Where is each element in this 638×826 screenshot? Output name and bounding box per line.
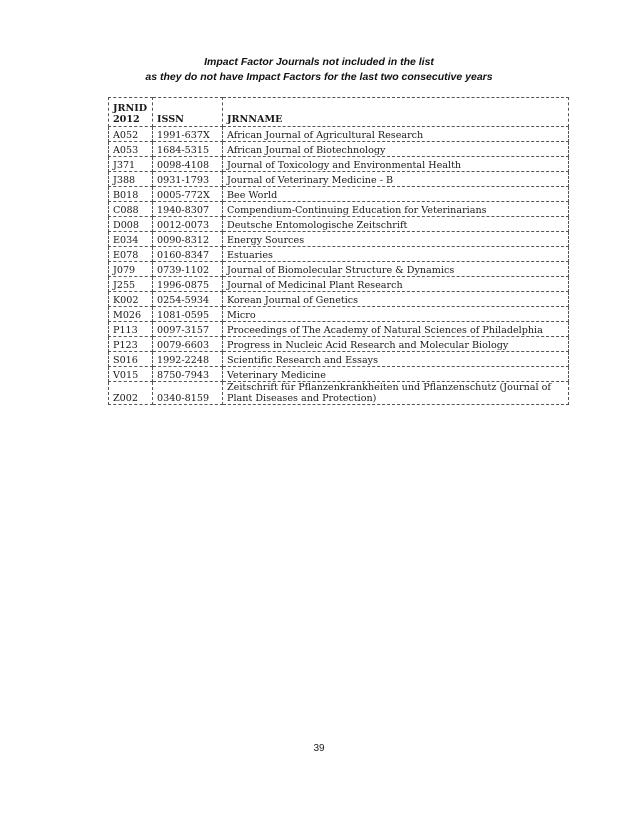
table-row — [109, 157, 569, 172]
page-number: 39 — [313, 743, 325, 754]
table-row — [109, 217, 569, 232]
cell-name: Proceedings of The Academy of Natural Sciences of Philadelphia — [223, 322, 569, 337]
table-row — [109, 277, 569, 292]
cell-issn: 0097-3157 — [153, 322, 223, 337]
table-row — [109, 247, 569, 262]
cell-issn: 0254-5934 — [153, 292, 223, 307]
cell-id: J371 — [109, 157, 153, 172]
cell-id: Z002 — [109, 382, 153, 405]
cell-issn: 1081-0595 — [153, 307, 223, 322]
table-header-row — [109, 98, 569, 127]
cell-id: A052 — [109, 127, 153, 142]
header-issn: ISSN — [153, 98, 223, 127]
page-title-line-2: as they do not have Impact Factors for the last two consecutive years — [145, 71, 493, 83]
cell-name: Journal of Medicinal Plant Research — [223, 277, 569, 292]
cell-issn: 1940-8307 — [153, 202, 223, 217]
table-row — [109, 127, 569, 142]
cell-name: Journal of Biomolecular Structure & Dynamics — [223, 262, 569, 277]
table-row — [109, 307, 569, 322]
cell-id: V015 — [109, 367, 153, 382]
cell-issn: 0012-0073 — [153, 217, 223, 232]
cell-issn: 1992-2248 — [153, 352, 223, 367]
cell-issn: 8750-7943 — [153, 367, 223, 382]
cell-name: Korean Journal of Genetics — [223, 292, 569, 307]
table-row — [109, 232, 569, 247]
cell-name: Energy Sources — [223, 232, 569, 247]
cell-name: Progress in Nucleic Acid Research and Molecular Biology — [223, 337, 569, 352]
table-row — [109, 352, 569, 367]
table-row — [109, 337, 569, 352]
table-row — [109, 172, 569, 187]
cell-id: P123 — [109, 337, 153, 352]
cell-issn: 0005-772X — [153, 187, 223, 202]
table-row — [109, 292, 569, 307]
cell-id: S016 — [109, 352, 153, 367]
cell-issn: 1684-5315 — [153, 142, 223, 157]
cell-name: Deutsche Entomologische Zeitschrift — [223, 217, 569, 232]
header-jrnname: JRNNAME — [223, 98, 569, 127]
cell-name: Zeitschrift für Pflanzenkrankheiten und Pflanzenschutz (Journal of Plant Diseases and Protection) — [223, 382, 569, 405]
table-row — [109, 202, 569, 217]
cell-id: K002 — [109, 292, 153, 307]
cell-id: E034 — [109, 232, 153, 247]
cell-id: M026 — [109, 307, 153, 322]
cell-issn: 0090-8312 — [153, 232, 223, 247]
cell-id: B018 — [109, 187, 153, 202]
cell-id: J255 — [109, 277, 153, 292]
cell-issn: 0160-8347 — [153, 247, 223, 262]
cell-name: Compendium-Continuing Education for Veterinarians — [223, 202, 569, 217]
cell-issn: 0931-1793 — [153, 172, 223, 187]
table-row — [109, 187, 569, 202]
cell-issn: 0098-4108 — [153, 157, 223, 172]
cell-name: Micro — [223, 307, 569, 322]
cell-name: Scientific Research and Essays — [223, 352, 569, 367]
cell-issn: 0739-1102 — [153, 262, 223, 277]
cell-name: Journal of Veterinary Medicine - B — [223, 172, 569, 187]
table-row — [109, 142, 569, 157]
cell-name: Veterinary Medicine — [223, 367, 569, 382]
table-row — [109, 367, 569, 382]
table-row — [109, 262, 569, 277]
cell-name: Bee World — [223, 187, 569, 202]
cell-issn: 0340-8159 — [153, 382, 223, 405]
cell-id: J079 — [109, 262, 153, 277]
cell-id: C088 — [109, 202, 153, 217]
cell-id: D008 — [109, 217, 153, 232]
cell-name: Journal of Toxicology and Environmental Health — [223, 157, 569, 172]
table-row — [109, 322, 569, 337]
cell-issn: 0079-6603 — [153, 337, 223, 352]
cell-name: African Journal of Biotechnology — [223, 142, 569, 157]
cell-name: African Journal of Agricultural Research — [223, 127, 569, 142]
cell-issn: 1991-637X — [153, 127, 223, 142]
cell-id: A053 — [109, 142, 153, 157]
cell-id: J388 — [109, 172, 153, 187]
journals-table — [108, 97, 569, 405]
table-row — [109, 382, 569, 405]
cell-name: Estuaries — [223, 247, 569, 262]
header-jrnid: JRNID 2012 — [109, 98, 153, 127]
page-title-line-1: Impact Factor Journals not included in the list — [204, 56, 434, 68]
cell-issn: 1996-0875 — [153, 277, 223, 292]
cell-id: P113 — [109, 322, 153, 337]
table-body — [109, 127, 569, 405]
cell-id: E078 — [109, 247, 153, 262]
